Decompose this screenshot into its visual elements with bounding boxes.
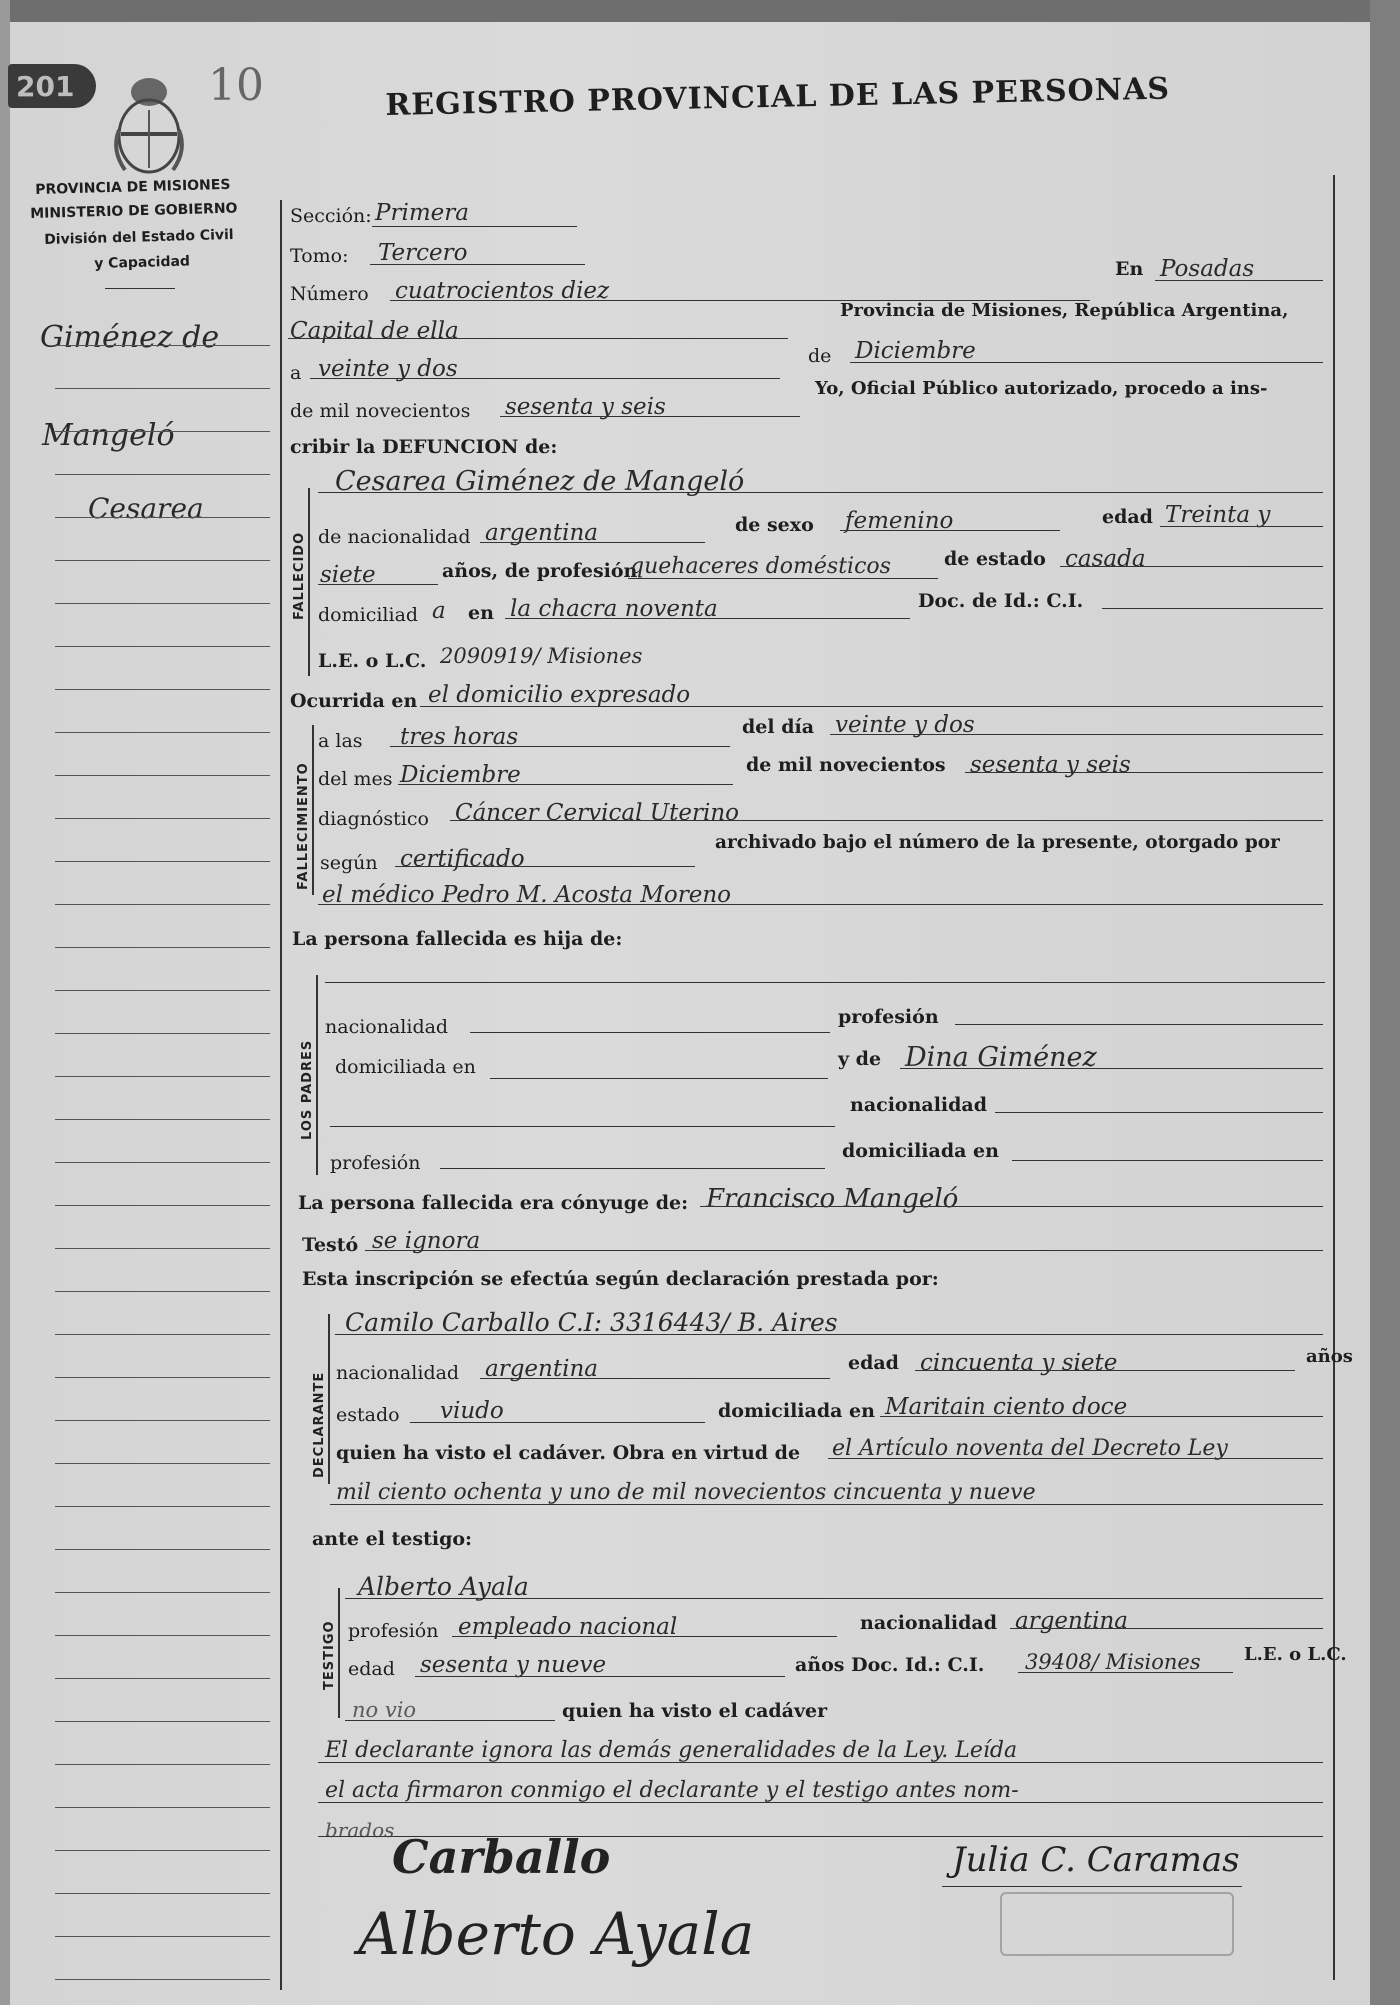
- testigo-section-label: TESTIGO: [322, 1620, 337, 1690]
- testigo-visto-line: [345, 1720, 555, 1721]
- capital-value: Capital de ella: [290, 318, 459, 344]
- de-label: de: [808, 345, 832, 367]
- testigo-nombre: Alberto Ayala: [358, 1572, 529, 1601]
- en-label: En: [1115, 258, 1144, 280]
- margin-rule: [55, 560, 270, 561]
- org-line-3: División del Estado Civil: [44, 227, 234, 248]
- seccion-line: [372, 226, 577, 227]
- declarante-edad-label: edad: [848, 1352, 899, 1374]
- org-underline: [105, 288, 175, 289]
- fallecido-bracket: [308, 488, 310, 676]
- testigo-bracket: [338, 1588, 340, 1718]
- margin-name-line-3: Cesarea: [88, 492, 204, 525]
- en-value: Posadas: [1160, 256, 1255, 282]
- en-line: [1155, 280, 1323, 281]
- madre-blank-line: [330, 1126, 835, 1127]
- testigo-anios-doc-label: años Doc. Id.: C.I.: [795, 1654, 985, 1676]
- scan-border-left: [0, 0, 10, 2005]
- profesion-line: [628, 578, 938, 579]
- madre-value: Dina Giménez: [905, 1042, 1097, 1073]
- declarante-estado-line: [410, 1422, 705, 1423]
- a-value: veinte y dos: [318, 356, 458, 382]
- margin-divider: [280, 200, 282, 1990]
- padre-nombre-line: [325, 982, 1325, 983]
- margin-rule: [55, 1936, 270, 1937]
- declarante-visto-text: quien ha visto el cadáver. Obra en virtud de: [336, 1442, 801, 1464]
- margin-rule: [55, 689, 270, 690]
- edad-value-2: siete: [320, 562, 376, 588]
- edad-line: [1160, 526, 1323, 527]
- capital-line: [288, 338, 788, 339]
- mes-fallecimiento-value: Diciembre: [400, 762, 521, 788]
- provincia-text: Provincia de Misiones, República Argentina,: [840, 300, 1289, 321]
- testigo-nacionalidad-line: [1010, 1628, 1323, 1629]
- official-sign-line: [942, 1886, 1242, 1887]
- tomo-label: Tomo:: [290, 245, 349, 267]
- signature-ayala: Alberto Ayala: [358, 1900, 755, 1968]
- margin-rule: [55, 1420, 270, 1421]
- mes-line: [850, 362, 1323, 363]
- declarante-domicilio-line: [880, 1416, 1323, 1417]
- margin-rule: [55, 1506, 270, 1507]
- hija-text: La persona fallecida es hija de:: [292, 928, 623, 950]
- testigo-visto-text: quien ha visto el cadáver: [562, 1700, 828, 1722]
- padre-profesion-line: [955, 1024, 1323, 1025]
- margin-rule: [55, 474, 270, 475]
- nacionalidad-line: [480, 542, 705, 543]
- madre-nacionalidad-label: nacionalidad: [850, 1094, 988, 1116]
- margin-rule: [55, 388, 270, 389]
- margin-name-line-1: Giménez de: [40, 320, 220, 355]
- tomo-value: Tercero: [378, 240, 468, 266]
- declarante-virtud-value-2: mil ciento ochenta y uno de mil novecientos cincuenta y nueve: [336, 1480, 1036, 1505]
- official-seal: [1000, 1892, 1234, 1956]
- testigo-edad-line: [415, 1676, 785, 1677]
- declarante-domiciliada-label: domiciliada en: [718, 1400, 875, 1422]
- margin-rule: [55, 1592, 270, 1593]
- declarante-anios-label: años: [1306, 1346, 1353, 1367]
- testigo-profesion-label: profesión: [348, 1620, 439, 1642]
- le-label: L.E. o L.C.: [318, 650, 427, 672]
- margin-rule: [55, 1033, 270, 1034]
- ocurrida-value: el domicilio expresado: [428, 682, 691, 708]
- declarante-virtud-line-2: [330, 1504, 1323, 1505]
- dia-line: [830, 734, 1323, 735]
- declarante-nacionalidad-value: argentina: [485, 1356, 598, 1382]
- margin-rule: [55, 947, 270, 948]
- testigo-nacionalidad-label: nacionalidad: [860, 1612, 998, 1634]
- margin-rule: [55, 1248, 270, 1249]
- madre-domiciliada-label: domiciliada en: [842, 1140, 999, 1162]
- org-line-4: y Capacidad: [94, 253, 191, 272]
- declarante-virtud-line-1: [828, 1458, 1323, 1459]
- margin-rule: [55, 1162, 270, 1163]
- closing-line-2: el acta firmaron conmigo el declarante y el testigo antes nom-: [325, 1778, 1019, 1803]
- testigo-profesion-value: empleado nacional: [458, 1614, 678, 1640]
- margin-rule: [55, 1291, 270, 1292]
- declarante-nombre: Camilo Carballo C.I: 3316443/ B. Aires: [345, 1308, 838, 1337]
- margin-rule: [55, 990, 270, 991]
- madre-profesion-label: profesión: [330, 1152, 421, 1174]
- declarante-nacionalidad-label: nacionalidad: [336, 1362, 460, 1384]
- ocurrida-line: [420, 706, 1323, 707]
- margin-rule: [55, 1850, 270, 1851]
- declarante-section-label: DECLARANTE: [312, 1371, 327, 1478]
- conyuge-line: [700, 1206, 1323, 1207]
- domicilio-line: [505, 618, 910, 619]
- margin-rule: [55, 1764, 270, 1765]
- y-de-label: y de: [838, 1048, 882, 1070]
- medico-value: el médico Pedro M. Acosta Moreno: [322, 882, 731, 908]
- fallecido-nombre-line: [318, 492, 1323, 493]
- testo-label: Testó: [302, 1234, 359, 1256]
- margin-rule: [55, 904, 270, 905]
- padre-domiciliada-label: domiciliada en: [335, 1056, 476, 1078]
- domiciliad-label: domiciliad: [318, 604, 419, 626]
- org-line-1: PROVINCIA DE MISIONES: [35, 176, 231, 198]
- edad-label: edad: [1102, 506, 1153, 528]
- doc-label: Doc. de Id.: C.I.: [918, 590, 1084, 612]
- doc-line: [1102, 608, 1323, 609]
- fallecido-section-label: FALLECIDO: [292, 531, 307, 620]
- padres-bracket: [316, 975, 318, 1175]
- segun-label: según: [320, 852, 378, 874]
- padre-nacionalidad-line: [470, 1032, 830, 1033]
- mes-fallecimiento-line: [398, 784, 733, 785]
- ante-testigo-text: ante el testigo:: [312, 1528, 473, 1550]
- declaracion-text: Esta inscripción se efectúa según declaración prestada por:: [302, 1268, 939, 1290]
- declarante-edad-value: cincuenta y siete: [920, 1350, 1118, 1376]
- profesion-value: quehaceres domésticos: [630, 554, 891, 579]
- domicilio-value: la chacra noventa: [510, 596, 718, 622]
- anio-value: sesenta y seis: [505, 394, 666, 420]
- coat-of-arms-icon: [105, 70, 193, 180]
- conyuge-label: La persona fallecida era cónyuge de:: [298, 1192, 689, 1214]
- folio-stamp: [8, 64, 96, 108]
- dia-value: veinte y dos: [835, 712, 975, 738]
- declarante-edad-line: [915, 1370, 1295, 1371]
- testigo-ci-value: 39408/ Misiones: [1025, 1650, 1201, 1674]
- page-number: 10: [208, 60, 264, 111]
- scan-border-top: [0, 0, 1400, 22]
- margin-rule: [55, 732, 270, 733]
- mil-label: de mil novecientos: [290, 400, 471, 422]
- padre-nacionalidad-label: nacionalidad: [325, 1016, 449, 1038]
- declarante-nombre-line: [335, 1334, 1323, 1335]
- scan-border-right: [1370, 0, 1400, 2005]
- right-border: [1333, 175, 1335, 1980]
- margin-rule: [55, 818, 270, 819]
- diagnostico-label: diagnóstico: [318, 808, 429, 830]
- madre-nacionalidad-line: [995, 1112, 1323, 1113]
- archivado-text: archivado bajo el número de la presente, otorgado por: [715, 832, 1280, 853]
- conyuge-value: Francisco Mangeló: [706, 1184, 959, 1214]
- medico-line: [318, 904, 1323, 905]
- margin-rule: [55, 1205, 270, 1206]
- declarante-estado-value: viudo: [440, 1398, 504, 1424]
- madre-profesion-line: [440, 1168, 825, 1169]
- testigo-ci-line: [1018, 1672, 1233, 1673]
- testigo-nacionalidad-value: argentina: [1015, 1608, 1128, 1634]
- padres-section-label: LOS PADRES: [300, 1039, 315, 1140]
- margin-rule: [55, 1549, 270, 1550]
- margin-rule: [55, 345, 270, 346]
- le-value: 2090919/ Misiones: [440, 644, 643, 668]
- declarante-virtud-value-1: el Artículo noventa del Decreto Ley: [832, 1436, 1228, 1461]
- estado-label: de estado: [944, 548, 1046, 570]
- testigo-nombre-line: [345, 1598, 1323, 1599]
- declarante-nacionalidad-line: [480, 1378, 830, 1379]
- sexo-label: de sexo: [735, 514, 814, 536]
- closing-rule-2: [318, 1802, 1323, 1803]
- fallecimiento-section-label: FALLECIMIENTO: [296, 762, 311, 890]
- madre-line: [900, 1068, 1323, 1069]
- margin-rule: [55, 1979, 270, 1980]
- estado-line: [1060, 566, 1323, 567]
- cribir-text: cribir la DEFUNCION de:: [290, 436, 558, 458]
- margin-rule: [55, 1119, 270, 1120]
- seccion-value: Primera: [375, 200, 469, 226]
- margin-name-line-2: Mangeló: [42, 418, 175, 453]
- hora-value: tres horas: [400, 724, 519, 750]
- estado-value: casada: [1065, 546, 1146, 572]
- anio-fallecimiento-value: sesenta y seis: [970, 752, 1131, 778]
- seccion-label: Sección:: [290, 205, 372, 227]
- oficial-text: Yo, Oficial Público autorizado, procedo a ins-: [815, 378, 1268, 399]
- a-line: [310, 378, 780, 379]
- testigo-edad-value: sesenta y nueve: [420, 1652, 607, 1678]
- declarante-bracket: [328, 1314, 330, 1484]
- margin-rule: [55, 646, 270, 647]
- sexo-value: femenino: [845, 508, 954, 534]
- numero-label: Número: [290, 283, 369, 305]
- margin-rule: [55, 1635, 270, 1636]
- margin-rule: [55, 1377, 270, 1378]
- madre-domiciliada-line: [1012, 1160, 1323, 1161]
- fallecimiento-bracket: [312, 725, 314, 895]
- padre-profesion-label: profesión: [838, 1006, 939, 1028]
- margin-rule: [55, 1678, 270, 1679]
- edad-line-2: [318, 584, 438, 585]
- testigo-edad-label: edad: [348, 1658, 395, 1680]
- closing-line-1: El declarante ignora las demás generalidades de la Ley. Leída: [325, 1738, 1018, 1763]
- anio-line: [500, 416, 800, 417]
- testigo-visto-prefix: no vio: [352, 1698, 417, 1722]
- segun-value: certificado: [400, 846, 525, 872]
- margin-rule: [55, 1334, 270, 1335]
- nacionalidad-value: argentina: [485, 520, 598, 546]
- testigo-le-label: L.E. o L.C.: [1244, 1644, 1347, 1665]
- closing-rule-1: [318, 1762, 1323, 1763]
- closing-line-3: brados: [325, 1818, 395, 1842]
- testo-value: se ignora: [372, 1228, 481, 1254]
- segun-line: [395, 866, 695, 867]
- mil-fallecimiento-label: de mil novecientos: [746, 754, 946, 776]
- fallecido-nombre: Cesarea Giménez de Mangeló: [335, 466, 745, 497]
- edad-value-1: Treinta y: [1165, 502, 1271, 528]
- margin-rule: [55, 1893, 270, 1894]
- margin-rule: [55, 517, 270, 518]
- declarante-domicilio-value: Maritain ciento doce: [885, 1394, 1128, 1420]
- testigo-profesion-line: [452, 1636, 837, 1637]
- declarante-estado-label: estado: [336, 1404, 400, 1426]
- del-dia-label: del día: [742, 716, 815, 738]
- register-title: REGISTRO PROVINCIAL DE LAS PERSONAS: [385, 71, 1171, 123]
- tomo-line: [370, 264, 585, 265]
- del-mes-label: del mes: [318, 768, 393, 790]
- padre-domiciliada-line: [490, 1078, 828, 1079]
- margin-rule: [55, 861, 270, 862]
- folio-stamp-number: 201: [16, 70, 75, 103]
- margin-rule: [55, 431, 270, 432]
- domiciliad-suffix: a: [432, 598, 446, 624]
- mes-value: Diciembre: [855, 338, 976, 364]
- a-las-label: a las: [318, 730, 363, 752]
- diagnostico-value: Cáncer Cervical Uterino: [455, 800, 739, 826]
- margin-rule: [55, 603, 270, 604]
- signature-official: Julia C. Caramas: [952, 1840, 1240, 1880]
- margin-rule: [55, 1807, 270, 1808]
- testo-line: [365, 1250, 1323, 1251]
- domicilio-en-label: en: [468, 602, 494, 624]
- ocurrida-label: Ocurrida en: [290, 690, 418, 712]
- anios-profesion-label: años, de profesión: [442, 560, 638, 582]
- margin-rule: [55, 1463, 270, 1464]
- a-label: a: [290, 362, 302, 384]
- signature-carballo: Carballo: [392, 1830, 611, 1884]
- hora-line: [390, 746, 730, 747]
- numero-value: cuatrocientos diez: [395, 278, 610, 304]
- diagnostico-line: [450, 820, 1323, 821]
- anio-fallecimiento-line: [965, 772, 1323, 773]
- nacionalidad-label: de nacionalidad: [318, 526, 471, 548]
- margin-rule: [55, 775, 270, 776]
- margin-rule: [55, 1076, 270, 1077]
- org-line-2: MINISTERIO DE GOBIERNO: [30, 200, 238, 222]
- margin-rule: [55, 1721, 270, 1722]
- sexo-line: [840, 530, 1060, 531]
